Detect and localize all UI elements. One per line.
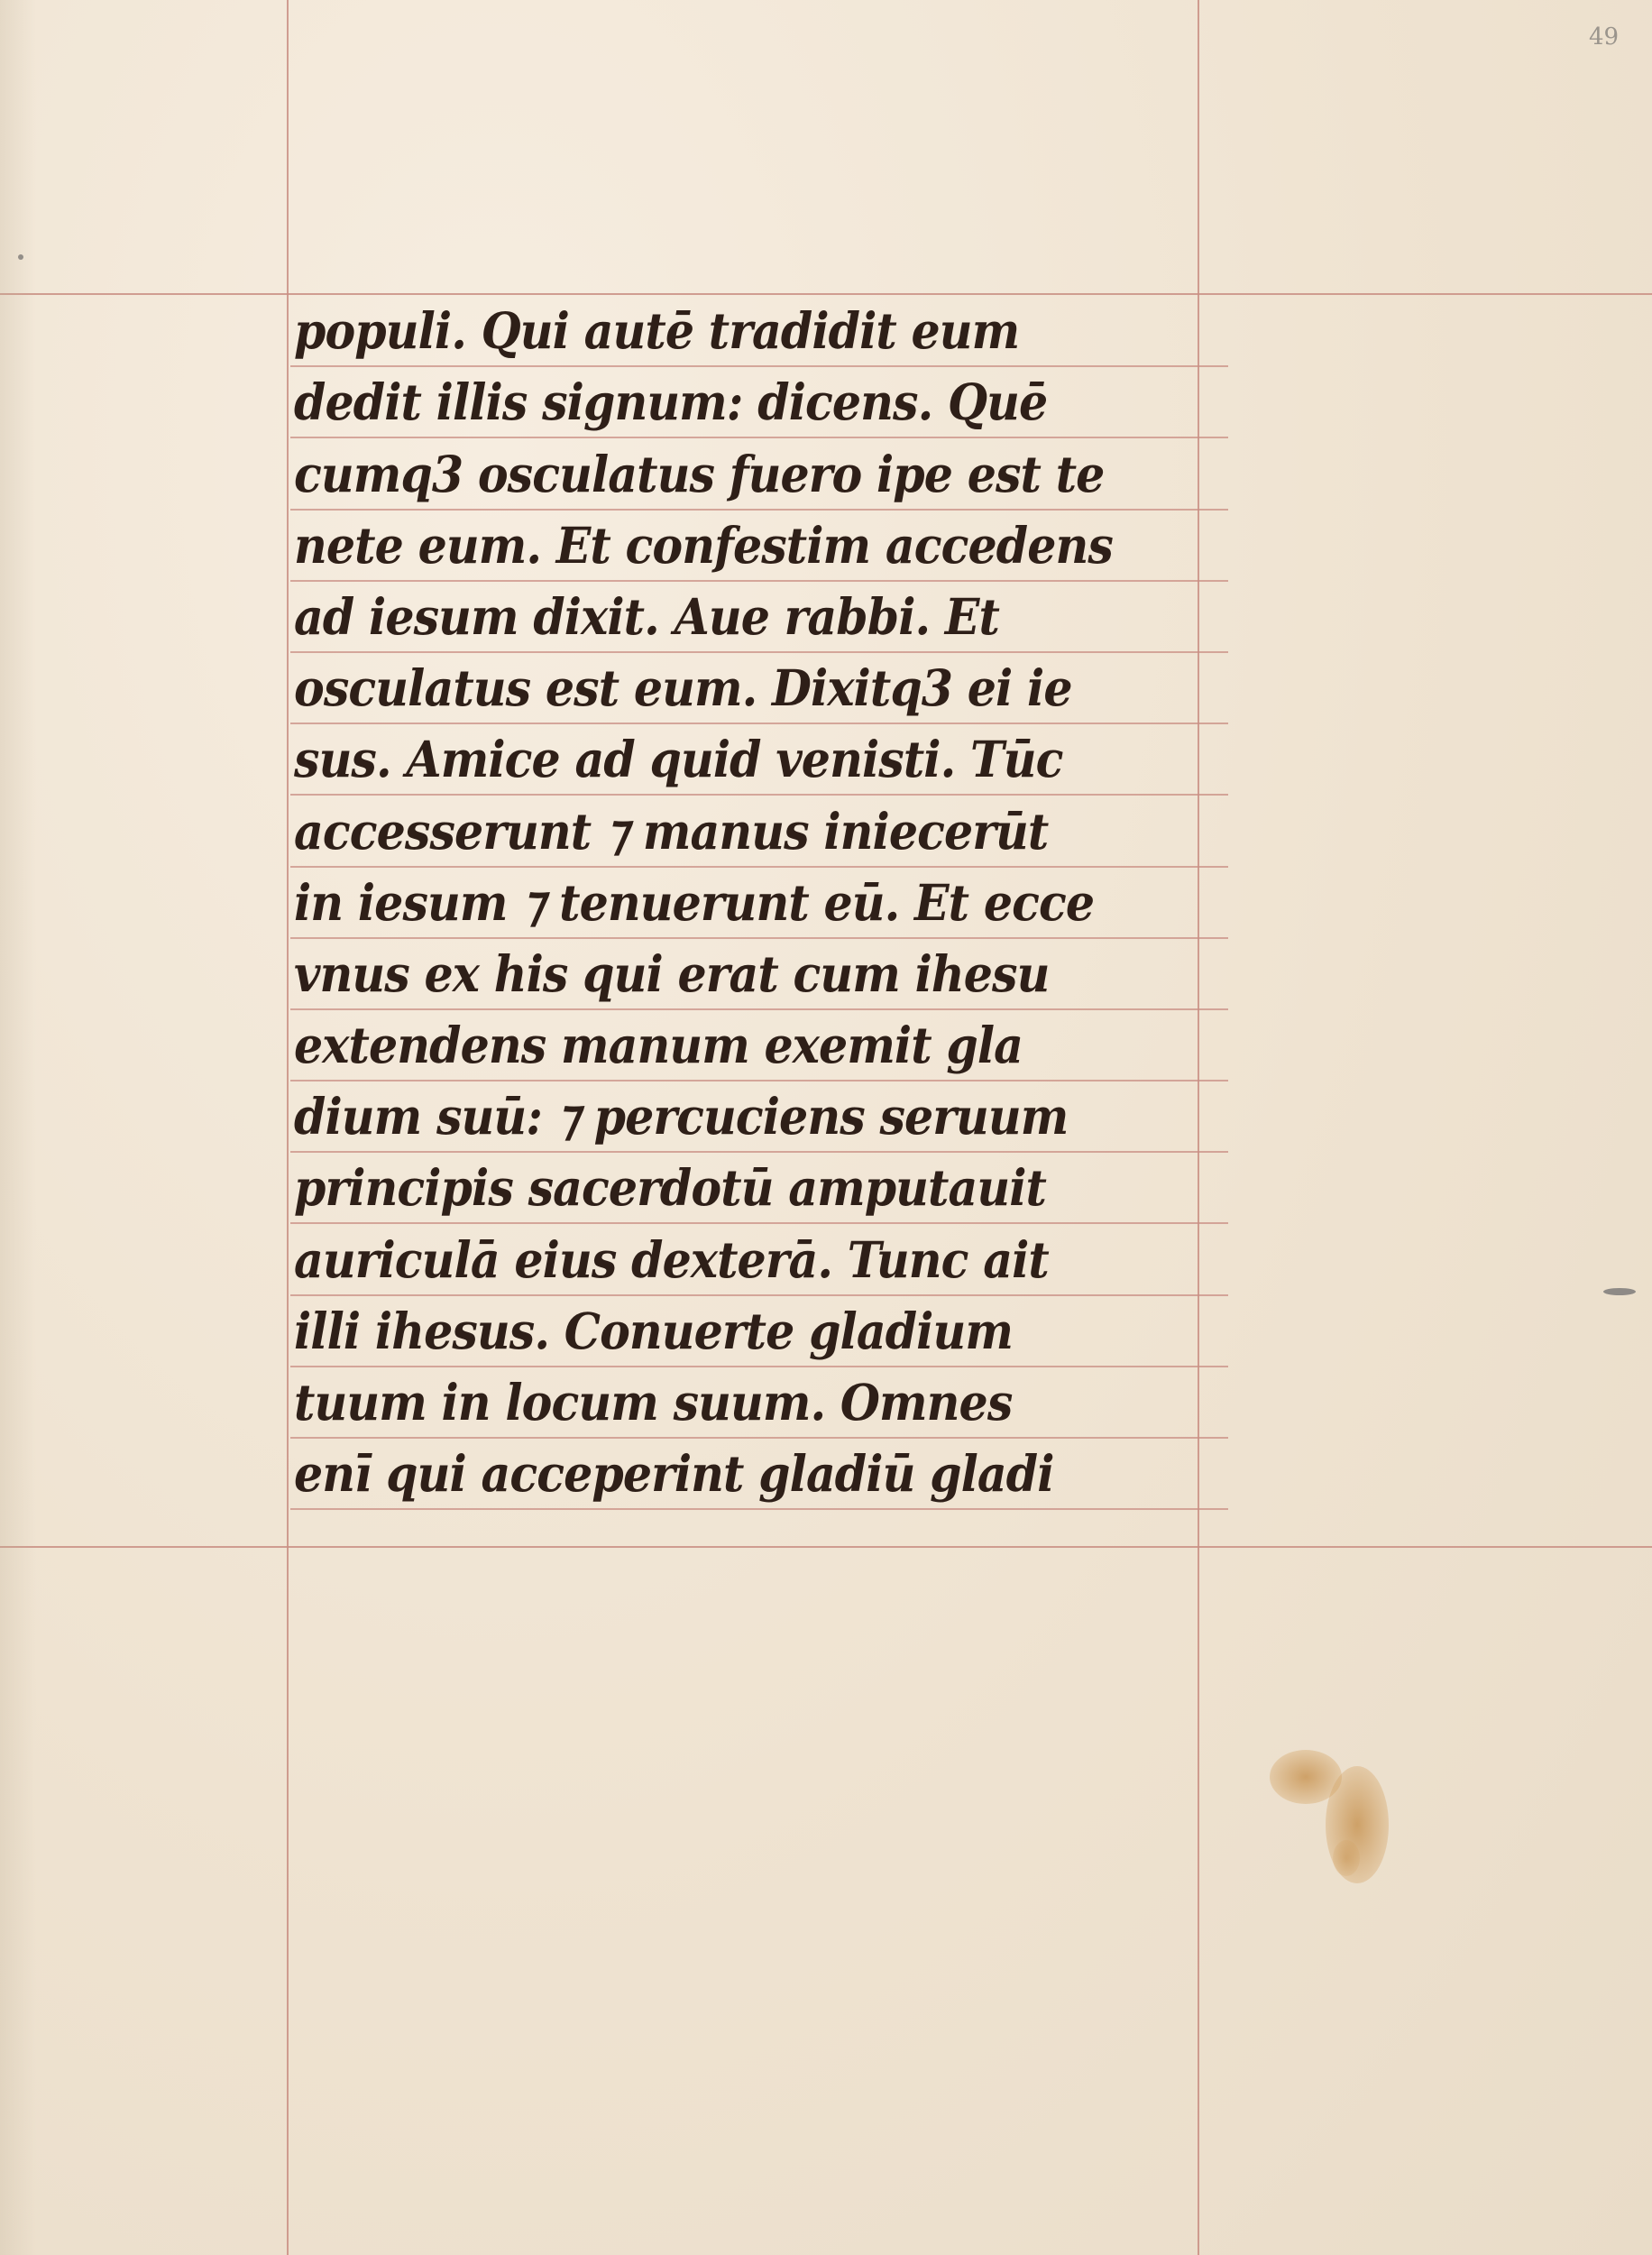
line-text: dedit illis signum: dicens. Quē — [294, 373, 1048, 432]
text-line — [290, 939, 1228, 1010]
text-line — [290, 511, 1228, 582]
text-block — [290, 296, 1228, 1510]
line-text: extendens manum exemit gla — [294, 1016, 1023, 1075]
line-text: accesserunt ⁊ manus iniecerūt — [294, 801, 1049, 861]
line-text: sus. Amice ad quid venisti. Tūc — [294, 730, 1063, 789]
text-line — [290, 868, 1228, 939]
line-text: tuum in locum suum. Omnes — [294, 1373, 1013, 1431]
bottom-frame-rule — [0, 1546, 1652, 1548]
text-line — [290, 438, 1228, 510]
line-text: cumq3 osculatus fuero ipe est te — [294, 444, 1105, 503]
line-text: auriculā eius dexterā. Tunc ait — [294, 1229, 1049, 1289]
line-text: principis sacerdotū amputauit — [294, 1158, 1046, 1218]
text-line — [290, 296, 1228, 367]
text-line — [290, 796, 1228, 867]
text-line — [290, 367, 1228, 438]
ink-mark — [18, 254, 23, 260]
text-line — [290, 1153, 1228, 1224]
text-line — [290, 1296, 1228, 1367]
ink-mark — [1603, 1288, 1636, 1295]
text-line — [290, 724, 1228, 796]
line-text: dium suū: ⁊ percuciens seruum — [294, 1087, 1069, 1146]
line-text: vnus ex his qui erat cum ihesu — [294, 943, 1050, 1003]
left-margin-rule — [287, 0, 289, 2255]
line-text: populi. Qui autē tradidit eum — [294, 301, 1020, 361]
line-text: illi ihesus. Conuerte gladium — [294, 1301, 1013, 1360]
folio-number: 49 — [1589, 23, 1620, 51]
line-text: osculatus est eum. Dixitq3 ei ie — [294, 658, 1072, 718]
line-text: in iesum ⁊ tenuerunt eū. Et ecce — [294, 872, 1095, 932]
line-text: enī qui acceperint gladiū gladi — [294, 1444, 1054, 1504]
line-text: ad iesum dixit. Aue rabbi. Et — [294, 586, 1000, 646]
text-line — [290, 1367, 1228, 1439]
text-line — [290, 582, 1228, 653]
text-line — [290, 1224, 1228, 1295]
text-line — [290, 1010, 1228, 1081]
top-frame-rule — [0, 293, 1652, 295]
line-text: nete eum. Et confestim accedens — [294, 515, 1113, 575]
text-line — [290, 1081, 1228, 1153]
text-line — [290, 653, 1228, 724]
text-line — [290, 1439, 1228, 1510]
stain-mark — [1333, 1840, 1360, 1876]
